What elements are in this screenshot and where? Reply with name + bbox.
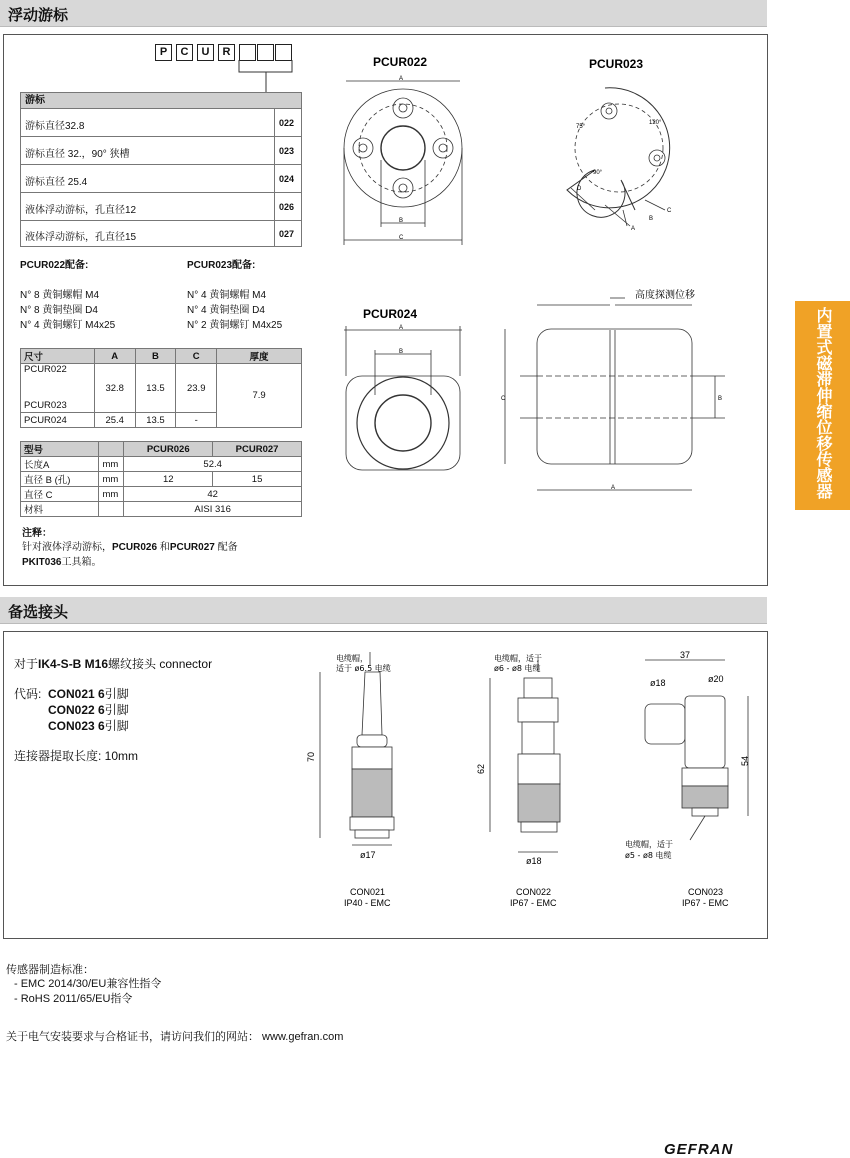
row-label: PCUR024 — [21, 413, 95, 428]
row-label: 材料 — [21, 502, 99, 517]
dim-label: A — [399, 76, 404, 82]
connector-intro — [14, 655, 212, 672]
note-text: 和 — [157, 542, 170, 553]
height-dim: 70 — [306, 751, 316, 762]
table-row — [21, 220, 301, 247]
col-header: B — [135, 349, 176, 364]
section-header — [0, 0, 767, 27]
accessory-item: N° 4 黄铜螺钉 M4x25 — [20, 320, 116, 331]
height-dim: 62 — [476, 763, 486, 774]
cable-note: 电缆帽，适于 — [494, 654, 542, 663]
cable-note: ø6 - ø8 电缆 — [494, 664, 541, 673]
measure-label: 高度探测位移 — [635, 290, 695, 301]
dim-label: A — [399, 325, 404, 331]
unit: mm — [99, 472, 124, 487]
pcur023-drawing — [567, 88, 670, 226]
cursor-label: 液体浮动游标，孔直径15 — [25, 232, 137, 243]
row-label: 直径 C — [21, 487, 99, 502]
code-letter: U — [197, 44, 214, 61]
cell: 32.8 — [94, 364, 135, 413]
dim-label: D — [577, 186, 582, 192]
table-row — [21, 502, 302, 517]
side-tab-label: 内置式磁滞伸缩位移传感器 — [814, 307, 833, 499]
gefran-logo: GEFRAN — [664, 1141, 734, 1158]
col-header: 厚度 — [217, 349, 302, 364]
connector-name: CON021 — [350, 887, 386, 897]
extraction-length: 连接器提取长度: 10mm — [14, 749, 139, 763]
code-blank — [239, 44, 256, 61]
cell: - — [176, 413, 217, 428]
standards-title: 传感器制造标准： — [6, 964, 94, 976]
unit: mm — [99, 487, 124, 502]
connector-unit: 引脚 — [104, 687, 129, 701]
section-header — [0, 597, 767, 624]
cursor-table — [20, 92, 302, 247]
dim-label: C — [501, 396, 506, 402]
cursor-label: 游标直径 32.，90° 狭槽 — [25, 149, 130, 160]
cable-note: 适于 ø6.5 电缆 — [336, 664, 391, 673]
cursor-code: 024 — [279, 174, 295, 184]
table-row — [21, 136, 301, 165]
intro-text: 螺纹接头 connector — [108, 657, 213, 671]
website-note: 关于电气安装要求与合格证书，请访问我们的网站： www.gefran.com — [6, 1031, 344, 1043]
diameter-dim: ø18 — [650, 678, 666, 688]
note-text: PKIT036 — [22, 557, 62, 568]
cell: 42 — [124, 487, 302, 502]
note-line — [22, 553, 101, 568]
connector-code: CON022 — [48, 703, 95, 717]
connector-code-line — [48, 685, 129, 702]
connector-code: CON021 — [48, 687, 95, 701]
cursor-code: 027 — [279, 229, 295, 239]
diameter-dim: ø20 — [708, 674, 724, 684]
code-bracket — [230, 60, 300, 94]
angle-label: 75° — [576, 124, 586, 130]
cell: 13.5 — [135, 364, 176, 413]
dimension-table — [20, 348, 302, 428]
row-label: PCUR022 — [21, 364, 95, 399]
cell: AISI 316 — [124, 502, 302, 517]
side-tab — [795, 301, 850, 510]
code-letter: C — [176, 44, 193, 61]
connector-unit: 引脚 — [104, 703, 129, 717]
note-title: 注释： — [22, 528, 52, 539]
code-letter: P — [155, 44, 172, 61]
cell: 23.9 — [176, 364, 217, 413]
pcur023-accessories-title: PCUR023配备: — [187, 260, 256, 271]
cell: 12 — [124, 472, 213, 487]
accessory-item: N° 4 黄铜螺帽 M4 — [187, 290, 267, 301]
diameter-dim: ø17 — [360, 850, 376, 860]
angle-label: 90° — [593, 170, 603, 176]
code-letter: R — [218, 44, 235, 61]
connector-ip: IP40 - EMC — [344, 898, 391, 908]
col-header: 尺寸 — [21, 349, 95, 364]
cable-note: ø5 - ø8 电缆 — [625, 851, 672, 860]
intro-text: 对于 — [14, 657, 39, 671]
standard-item: - EMC 2014/30/EU兼容性指令 — [14, 978, 162, 990]
col-header: PCUR027 — [213, 442, 302, 457]
con021-drawing — [320, 652, 394, 845]
height-dim: 54 — [740, 755, 750, 766]
dim-label: B — [649, 216, 654, 222]
cursor-label: 游标直径32.8 — [25, 121, 85, 132]
side-view-drawing — [505, 298, 725, 490]
note-text: 工具箱。 — [61, 557, 102, 568]
standard-item: - RoHS 2011/65/EU指令 — [14, 993, 133, 1005]
cell: 52.4 — [124, 457, 302, 472]
connector-code-line — [48, 717, 129, 734]
accessory-item: N° 4 黄铜垫圈 D4 — [187, 305, 265, 316]
row-label: PCUR023 — [21, 398, 95, 413]
table-row — [21, 192, 301, 221]
section-title: 备选接头 — [8, 603, 69, 621]
pcur022-accessories-title: PCUR022配备: — [20, 260, 89, 271]
width-dim: 37 — [680, 650, 691, 660]
note-text: 针对液体浮动游标， — [22, 542, 112, 553]
diameter-dim: ø18 — [526, 856, 542, 866]
connector-name: CON023 — [688, 887, 724, 897]
connector-ip: IP67 - EMC — [682, 898, 729, 908]
pcur024-title: PCUR024 — [363, 307, 418, 321]
col-header — [99, 442, 124, 457]
connector-pins: 6 — [98, 687, 105, 701]
note-text: PCUR027 — [169, 542, 215, 553]
unit: mm — [99, 457, 124, 472]
pcur022-title: PCUR022 — [373, 55, 428, 69]
connector-code-line — [48, 701, 129, 718]
pcur023-title: PCUR023 — [589, 57, 644, 71]
intro-text: IK4-S-B M16 — [38, 657, 109, 671]
cursor-drawings — [305, 40, 765, 500]
cable-note: 电缆帽， — [336, 654, 368, 663]
cursor-code: 022 — [279, 118, 295, 128]
col-header: C — [176, 349, 217, 364]
cell: 25.4 — [94, 413, 135, 428]
cursor-code: 023 — [279, 146, 295, 156]
code-blank — [275, 44, 292, 61]
dim-label: C — [399, 235, 404, 241]
unit — [99, 502, 124, 517]
note-text: PCUR026 — [112, 542, 158, 553]
accessory-item: N° 2 黄铜螺钉 M4x25 — [187, 320, 283, 331]
dim-label: A — [631, 226, 636, 232]
table-row — [21, 472, 302, 487]
connector-name: CON022 — [516, 887, 552, 897]
connector-unit: 引脚 — [104, 719, 129, 733]
col-header: 型号 — [21, 442, 99, 457]
connector-code: CON023 — [48, 719, 95, 733]
connector-pins: 6 — [98, 703, 105, 717]
pcur024-drawing — [344, 326, 462, 470]
cursor-table-header: 游标 — [21, 93, 301, 108]
note-line — [22, 538, 238, 553]
row-label: 直径 B (孔) — [21, 472, 99, 487]
dim-label: B — [399, 349, 404, 355]
table-row — [21, 108, 301, 137]
cursor-label: 游标直径 25.4 — [25, 177, 88, 188]
row-label: 长度A — [21, 457, 99, 472]
con022-drawing — [490, 660, 560, 852]
cursor-code: 026 — [279, 202, 295, 212]
cell: 13.5 — [135, 413, 176, 428]
connector-ip: IP67 - EMC — [510, 898, 557, 908]
dim-label: B — [718, 396, 723, 402]
cursor-label: 液体浮动游标，孔直径12 — [25, 205, 137, 216]
table-row — [21, 457, 302, 472]
code-blank — [257, 44, 274, 61]
cell: 7.9 — [217, 364, 302, 428]
dim-label: B — [399, 218, 404, 224]
cable-note: 电缆帽，适于 — [625, 840, 673, 849]
connector-drawings — [300, 640, 760, 920]
model-table — [20, 441, 302, 517]
note-text: 配备 — [214, 542, 238, 553]
section-title: 浮动游标 — [8, 6, 69, 24]
table-row — [21, 164, 301, 193]
col-header: A — [94, 349, 135, 364]
dim-label: C — [667, 208, 672, 214]
cell: 15 — [213, 472, 302, 487]
dim-label: A — [611, 485, 616, 491]
angle-label: 120° — [649, 120, 662, 126]
connector-pins: 6 — [98, 719, 105, 733]
table-row — [21, 487, 302, 502]
code-label: 代码: — [14, 687, 42, 701]
col-header: PCUR026 — [124, 442, 213, 457]
accessory-item: N° 8 黄铜垫圈 D4 — [20, 305, 98, 316]
accessory-item: N° 8 黄铜螺帽 M4 — [20, 290, 100, 301]
